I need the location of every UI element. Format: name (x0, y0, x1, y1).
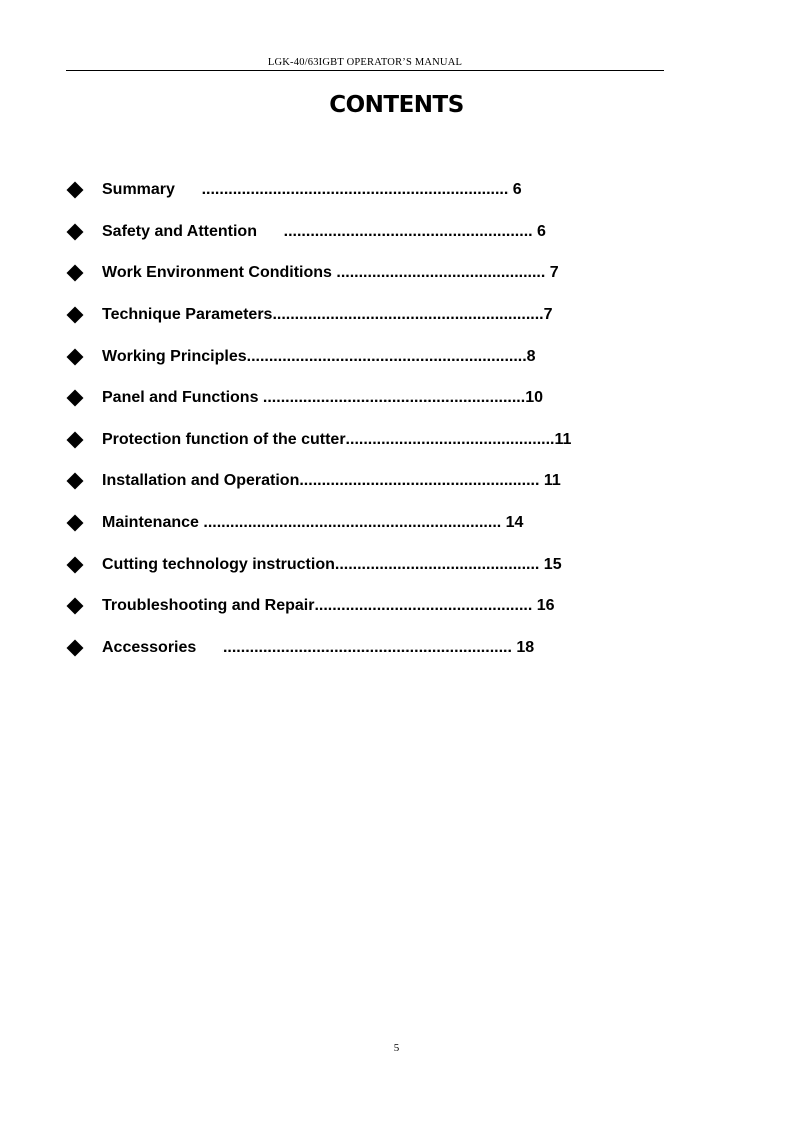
diamond-bullet-icon (67, 432, 84, 449)
toc-entry-leader: ...........................................................10 (258, 389, 543, 406)
toc-entry-safety[interactable] (66, 221, 546, 243)
toc-entry-leader: ................................................. 16 (314, 597, 555, 614)
toc-entry-label: Accessories (102, 639, 197, 656)
toc-entry-troubleshooting[interactable] (66, 595, 555, 617)
toc-entry-maintenance[interactable] (66, 512, 523, 534)
diamond-bullet-icon (67, 598, 84, 615)
toc-entry-leader: ...................................................... 11 (299, 472, 561, 489)
toc-entry-label: Maintenance (102, 514, 199, 531)
toc-entry-parameters[interactable] (66, 304, 553, 326)
page-title: CONTENTS (329, 92, 464, 118)
toc-entry-environment[interactable] (66, 262, 559, 284)
toc-entry-leader: .............................................. 15 (334, 556, 562, 573)
toc-entry-installation[interactable] (66, 470, 561, 492)
diamond-bullet-icon (67, 640, 84, 657)
diamond-bullet-icon (67, 515, 84, 532)
toc-entry-label: Safety and Attention (102, 223, 257, 240)
toc-entry-leader: ...............................................................8 (246, 348, 536, 365)
toc-entry-accessories[interactable] (66, 637, 534, 659)
toc-entry-principles[interactable] (66, 346, 536, 368)
diamond-bullet-icon (67, 390, 84, 407)
toc-entry-label: Panel and Functions (102, 389, 259, 406)
running-header: LGK-40/63IGBT OPERATOR’S MANUAL (66, 57, 664, 71)
toc-entry-leader: ...............................................11 (345, 431, 572, 448)
toc-entry-leader: .............................................................7 (272, 306, 553, 323)
diamond-bullet-icon (67, 182, 84, 199)
toc-entry-leader: ..................................................................... 6 (174, 181, 522, 198)
toc-entry-label: Work Environment Conditions (102, 264, 332, 281)
diamond-bullet-icon (67, 473, 84, 490)
toc-entry-label: Installation and Operation (102, 472, 300, 489)
diamond-bullet-icon (67, 265, 84, 282)
toc-entry-panel[interactable] (66, 387, 543, 409)
toc-entry-label: Cutting technology instruction (102, 556, 335, 573)
toc-entry-label: Summary (102, 181, 175, 198)
toc-entry-leader: ................................................................. 18 (196, 639, 535, 656)
page-number: 5 (393, 1042, 400, 1054)
toc-entry-label: Protection function of the cutter (102, 431, 346, 448)
toc-entry-cutting[interactable] (66, 554, 562, 576)
toc-entry-leader: ........................................................ 6 (256, 223, 546, 240)
toc-entry-label: Working Principles (102, 348, 247, 365)
toc-entry-summary[interactable] (66, 179, 522, 201)
toc-entry-leader: ................................................................... 14 (198, 514, 524, 531)
diamond-bullet-icon (67, 224, 84, 241)
diamond-bullet-icon (67, 557, 84, 574)
diamond-bullet-icon (67, 307, 84, 324)
toc-entry-leader: ............................................... 7 (331, 264, 559, 281)
diamond-bullet-icon (67, 349, 84, 366)
toc-entry-label: Technique Parameters (102, 306, 273, 323)
toc-entry-label: Troubleshooting and Repair (102, 597, 315, 614)
toc-entry-protection[interactable] (66, 429, 571, 451)
